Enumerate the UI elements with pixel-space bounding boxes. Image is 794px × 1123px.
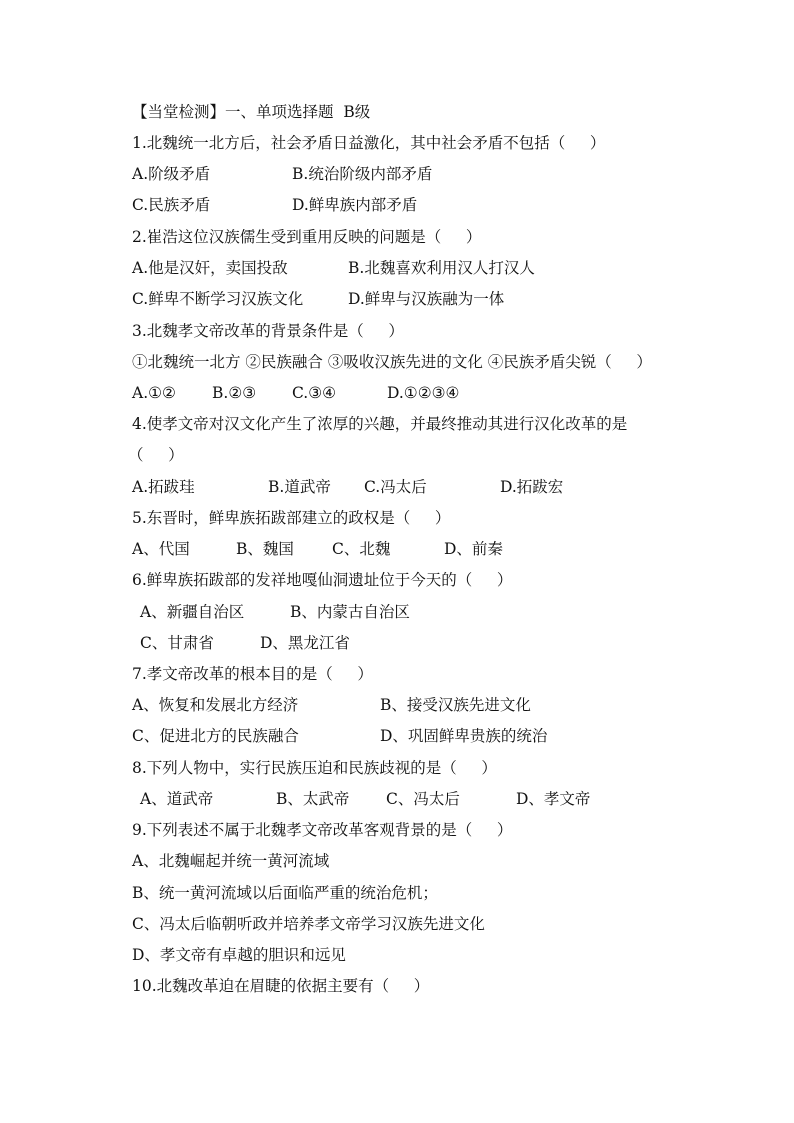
q3-option-a: A.①② (132, 384, 176, 402)
q5-option-a: A、代国 (132, 540, 190, 558)
q7-option-b: B、接受汉族先进文化 (380, 696, 531, 714)
q4-stem: 4.使孝文帝对汉文化产生了浓厚的兴趣，并最终推动其进行汉化改革的是 (132, 415, 628, 433)
q5-option-d: D、前秦 (444, 540, 503, 558)
q3-option-b: B.②③ (212, 384, 257, 402)
q9-option-b: B、统一黄河流域以后面临严重的统治危机； (132, 884, 438, 902)
q1-option-b: B.统治阶级内部矛盾 (292, 165, 433, 183)
q2-option-b: B.北魏喜欢利用汉人打汉人 (348, 259, 535, 277)
q6-option-d: D、黑龙江省 (260, 634, 350, 652)
q5-option-c: C、北魏 (332, 540, 391, 558)
q10-stem: 10.北魏改革迫在眉睫的依据主要有（ ） (132, 977, 430, 995)
q8-option-b: B、太武帝 (276, 790, 350, 808)
q4-option-d: D.拓跋宏 (500, 478, 564, 496)
q2-option-a: A.他是汉奸，卖国投敌 (132, 259, 288, 277)
q4-option-a: A.拓跋珪 (132, 478, 195, 496)
q3-sub-statements: ①北魏统一北方 ②民族融合 ③吸收汉族先进的文化 ④民族矛盾尖锐（ ） (132, 353, 652, 371)
q8-option-d: D、孝文帝 (516, 790, 591, 808)
q6-option-c: C、甘肃省 (140, 634, 214, 652)
q1-option-a: A.阶级矛盾 (132, 165, 211, 183)
q9-option-c: C、冯太后临朝听政并培养孝文帝学习汉族先进文化 (132, 915, 485, 933)
q4-option-c: C.冯太后 (364, 478, 427, 496)
q3-option-c: C.③④ (292, 384, 337, 402)
q3-option-d: D.①②③④ (387, 384, 460, 402)
q1-option-d: D.鲜卑族内部矛盾 (292, 196, 418, 214)
q1-option-c: C.民族矛盾 (132, 196, 211, 214)
q5-option-b: B、魏国 (236, 540, 294, 558)
q6-option-b: B、内蒙古自治区 (290, 603, 410, 621)
q4-option-b: B.道武帝 (268, 478, 331, 496)
q5-stem: 5.东晋时，鲜卑族拓跋部建立的政权是（ ） (132, 509, 451, 527)
q2-stem: 2.崔浩这位汉族儒生受到重用反映的问题是（ ） (132, 228, 482, 246)
q7-option-c: C、促进北方的民族融合 (132, 727, 299, 745)
q7-option-a: A、恢复和发展北方经济 (132, 696, 299, 714)
q6-stem: 6.鲜卑族拓跋部的发祥地嘎仙洞遗址位于今天的（ ） (132, 571, 513, 589)
q8-option-a: A、道武帝 (140, 790, 214, 808)
section-header: 【当堂检测】一、单项选择题 B级 (132, 103, 371, 121)
q9-option-d: D、孝文帝有卓越的胆识和远见 (132, 946, 346, 964)
q6-option-a: A、新疆自治区 (140, 603, 245, 621)
q8-stem: 8.下列人物中，实行民族压迫和民族歧视的是（ ） (132, 759, 497, 777)
q2-option-c: C.鲜卑不断学习汉族文化 (132, 290, 304, 308)
q7-option-d: D、巩固鲜卑贵族的统治 (380, 727, 548, 745)
q4-stem-bracket: （ ） (128, 446, 184, 464)
q3-stem: 3.北魏孝文帝改革的背景条件是（ ） (132, 322, 404, 340)
q7-stem: 7.孝文帝改革的根本目的是（ ） (132, 665, 373, 683)
q9-stem: 9.下列表述不属于北魏孝文帝改革客观背景的是（ ） (132, 821, 513, 839)
q9-option-a: A、北魏崛起并统一黄河流域 (132, 852, 330, 870)
q2-option-d: D.鲜卑与汉族融为一体 (348, 290, 505, 308)
q1-stem: 1.北魏统一北方后，社会矛盾日益激化，其中社会矛盾不包括（ ） (132, 134, 606, 152)
q8-option-c: C、冯太后 (386, 790, 460, 808)
